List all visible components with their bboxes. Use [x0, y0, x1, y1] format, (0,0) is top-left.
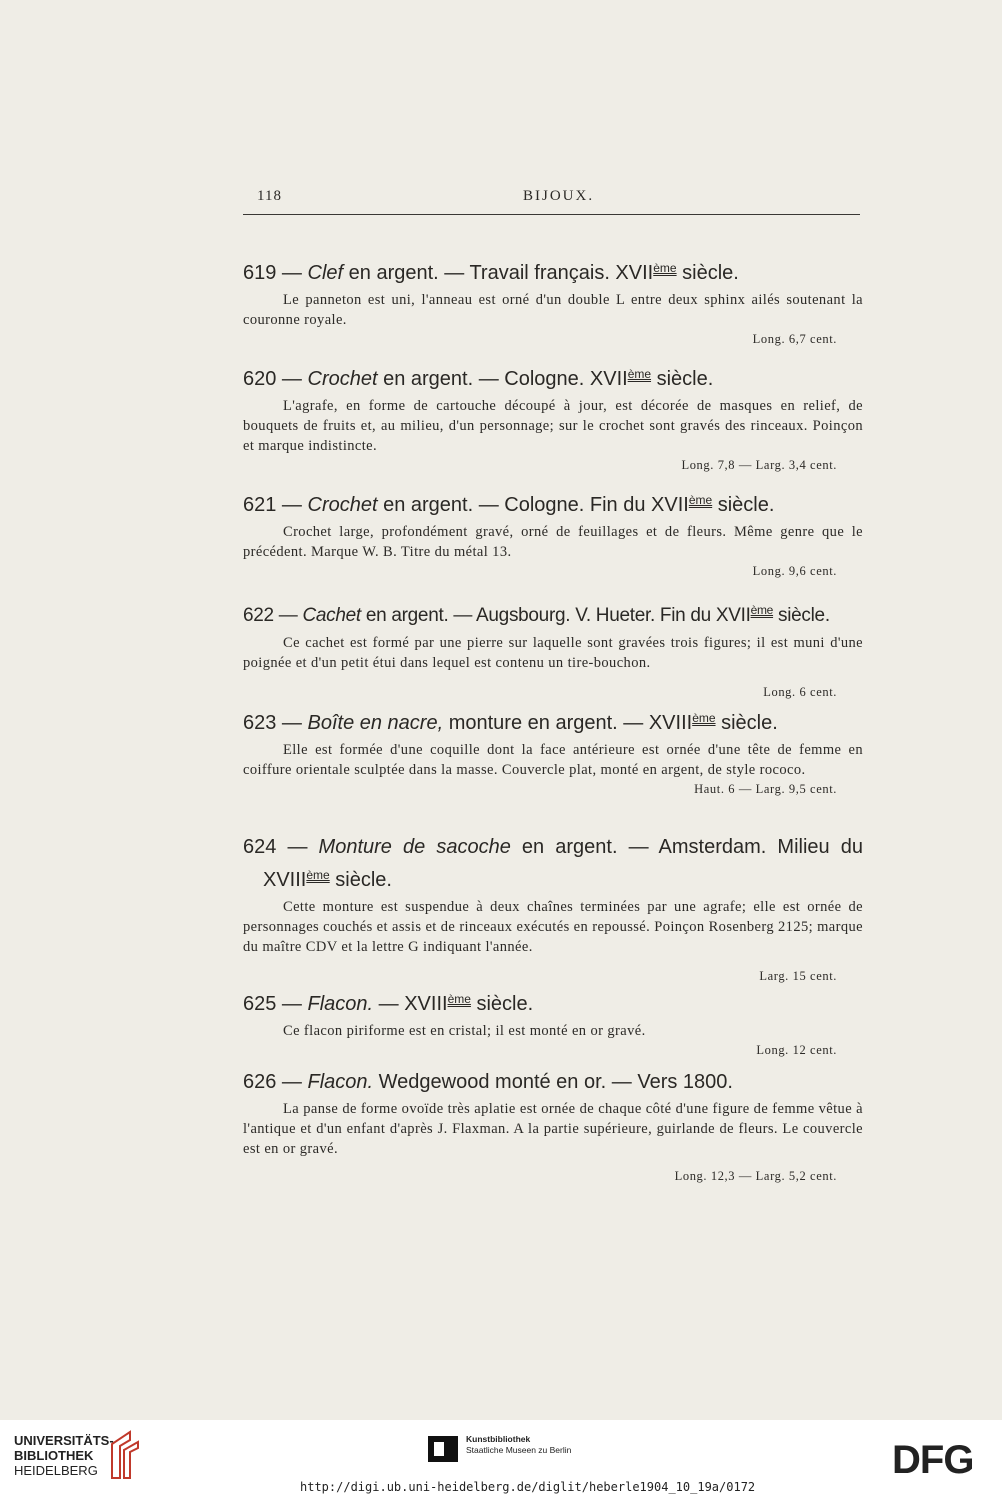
catalog-entry — [243, 596, 863, 701]
kunstbibliothek-label: Kunstbibliothek Staatliche Museen zu Berlin — [466, 1434, 572, 1455]
entry-title: 619 — Clef en argent. — Travail français. XVIIème siècle. — [243, 261, 739, 284]
ub-heidelberg-logo-icon — [108, 1430, 142, 1480]
entry-description: Ce flacon piriforme est en cristal; il est monté en or gravé. — [283, 1023, 646, 1039]
entry-dimensions: Long. 9,6 cent. — [752, 564, 837, 578]
dfg-logo: DFG — [892, 1438, 974, 1482]
entry-title: 626 — Flacon. Wedgewood monté en or. — Vers 1800. — [243, 1071, 733, 1093]
catalog-entry — [243, 1068, 863, 1185]
catalog-entry — [243, 360, 863, 474]
entry-title: 621 — Crochet en argent. — Cologne. Fin du XVIIème siècle. — [243, 493, 775, 516]
catalog-entry — [243, 486, 863, 580]
running-title: BIJOUX. — [523, 188, 595, 204]
catalog-entry — [243, 833, 863, 985]
entry-dimensions: Long. 6,7 cent. — [752, 332, 837, 346]
page-number: 118 — [257, 188, 282, 204]
entry-dimensions: Long. 6 cent. — [763, 685, 837, 699]
entry-description: Le panneton est uni, l'anneau est orné d'un double L entre deux sphinx ailés soutenant la couronne royale. — [243, 292, 863, 328]
ub-heidelberg-label: UNIVERSITÄTS- BIBLIOTHEK HEIDELBERG — [14, 1433, 114, 1478]
entry-description: Elle est formée d'une coquille dont la face antérieure est ornée d'une tête de femme en coiffure orientale sculptée dans la masse. Couvercle plat, monté en argent, de style rococo. — [243, 742, 863, 778]
entry-dimensions: Larg. 15 cent. — [759, 969, 837, 983]
kunstbibliothek-logo-icon — [428, 1436, 458, 1462]
entry-title: 622 — Cachet en argent. — Augsbourg. V. Hueter. Fin du XVIIème siècle. — [243, 603, 830, 626]
source-url[interactable]: http://digi.ub.uni-heidelberg.de/diglit/heberle1904_10_19a/0172 — [300, 1480, 756, 1494]
catalog-entry — [243, 254, 863, 348]
entry-title: 624 — Monture de sacoche en argent. — Amsterdam. Milieu du — [243, 836, 863, 858]
entry-description: Ce cachet est formé par une pierre sur laquelle sont gravées trois figures; il est muni d'une poignée et d'un petit étui dans lequel est contenu un tire-bouchon. — [243, 635, 863, 671]
page-header — [243, 188, 860, 215]
entry-dimensions: Long. 12,3 — Larg. 5,2 cent. — [674, 1169, 837, 1183]
entry-title: 623 — Boîte en nacre, monture en argent. — XVIIIème siècle. — [243, 711, 778, 734]
catalog-entry — [243, 704, 863, 798]
entry-title: 625 — Flacon. — XVIIIème siècle. — [243, 992, 534, 1015]
entry-dimensions: Haut. 6 — Larg. 9,5 cent. — [694, 782, 837, 796]
entry-title-continuation: XVIIIème siècle. — [263, 868, 392, 891]
catalog-entry — [243, 985, 863, 1059]
entry-description: Cette monture est suspendue à deux chaînes terminées par une agrafe; elle est ornée de personnages couchés et assis et de rinceaux exécutés en repoussé. Poinçon Rosenberg 2125; marque du maître CDV et la lettre G indiquant l'année. — [243, 899, 863, 955]
entry-title: 620 — Crochet en argent. — Cologne. XVIIème siècle. — [243, 367, 714, 390]
entry-description: La panse de forme ovoïde très aplatie est ornée de chaque côté d'une figure de femme vêtue à l'antique et d'un enfant d'après J. Flaxman. A la partie supérieure, guirlande de fleurs. Le couvercle est en or gravé. — [243, 1101, 863, 1157]
entry-description: Crochet large, profondément gravé, orné de feuillages et de fleurs. Même genre que le précédent. Marque W. B. Titre du métal 13. — [243, 524, 863, 560]
entry-dimensions: Long. 12 cent. — [756, 1043, 837, 1057]
digitization-footer — [0, 1420, 1002, 1497]
entry-dimensions: Long. 7,8 — Larg. 3,4 cent. — [681, 458, 837, 472]
entry-description: L'agrafe, en forme de cartouche découpé à jour, est décorée de masques en relief, de bouquets de fruits et, au milieu, d'un personnage; sur le crochet sont gravés des rinceaux. Poinçon et marque indistincte. — [243, 398, 863, 454]
